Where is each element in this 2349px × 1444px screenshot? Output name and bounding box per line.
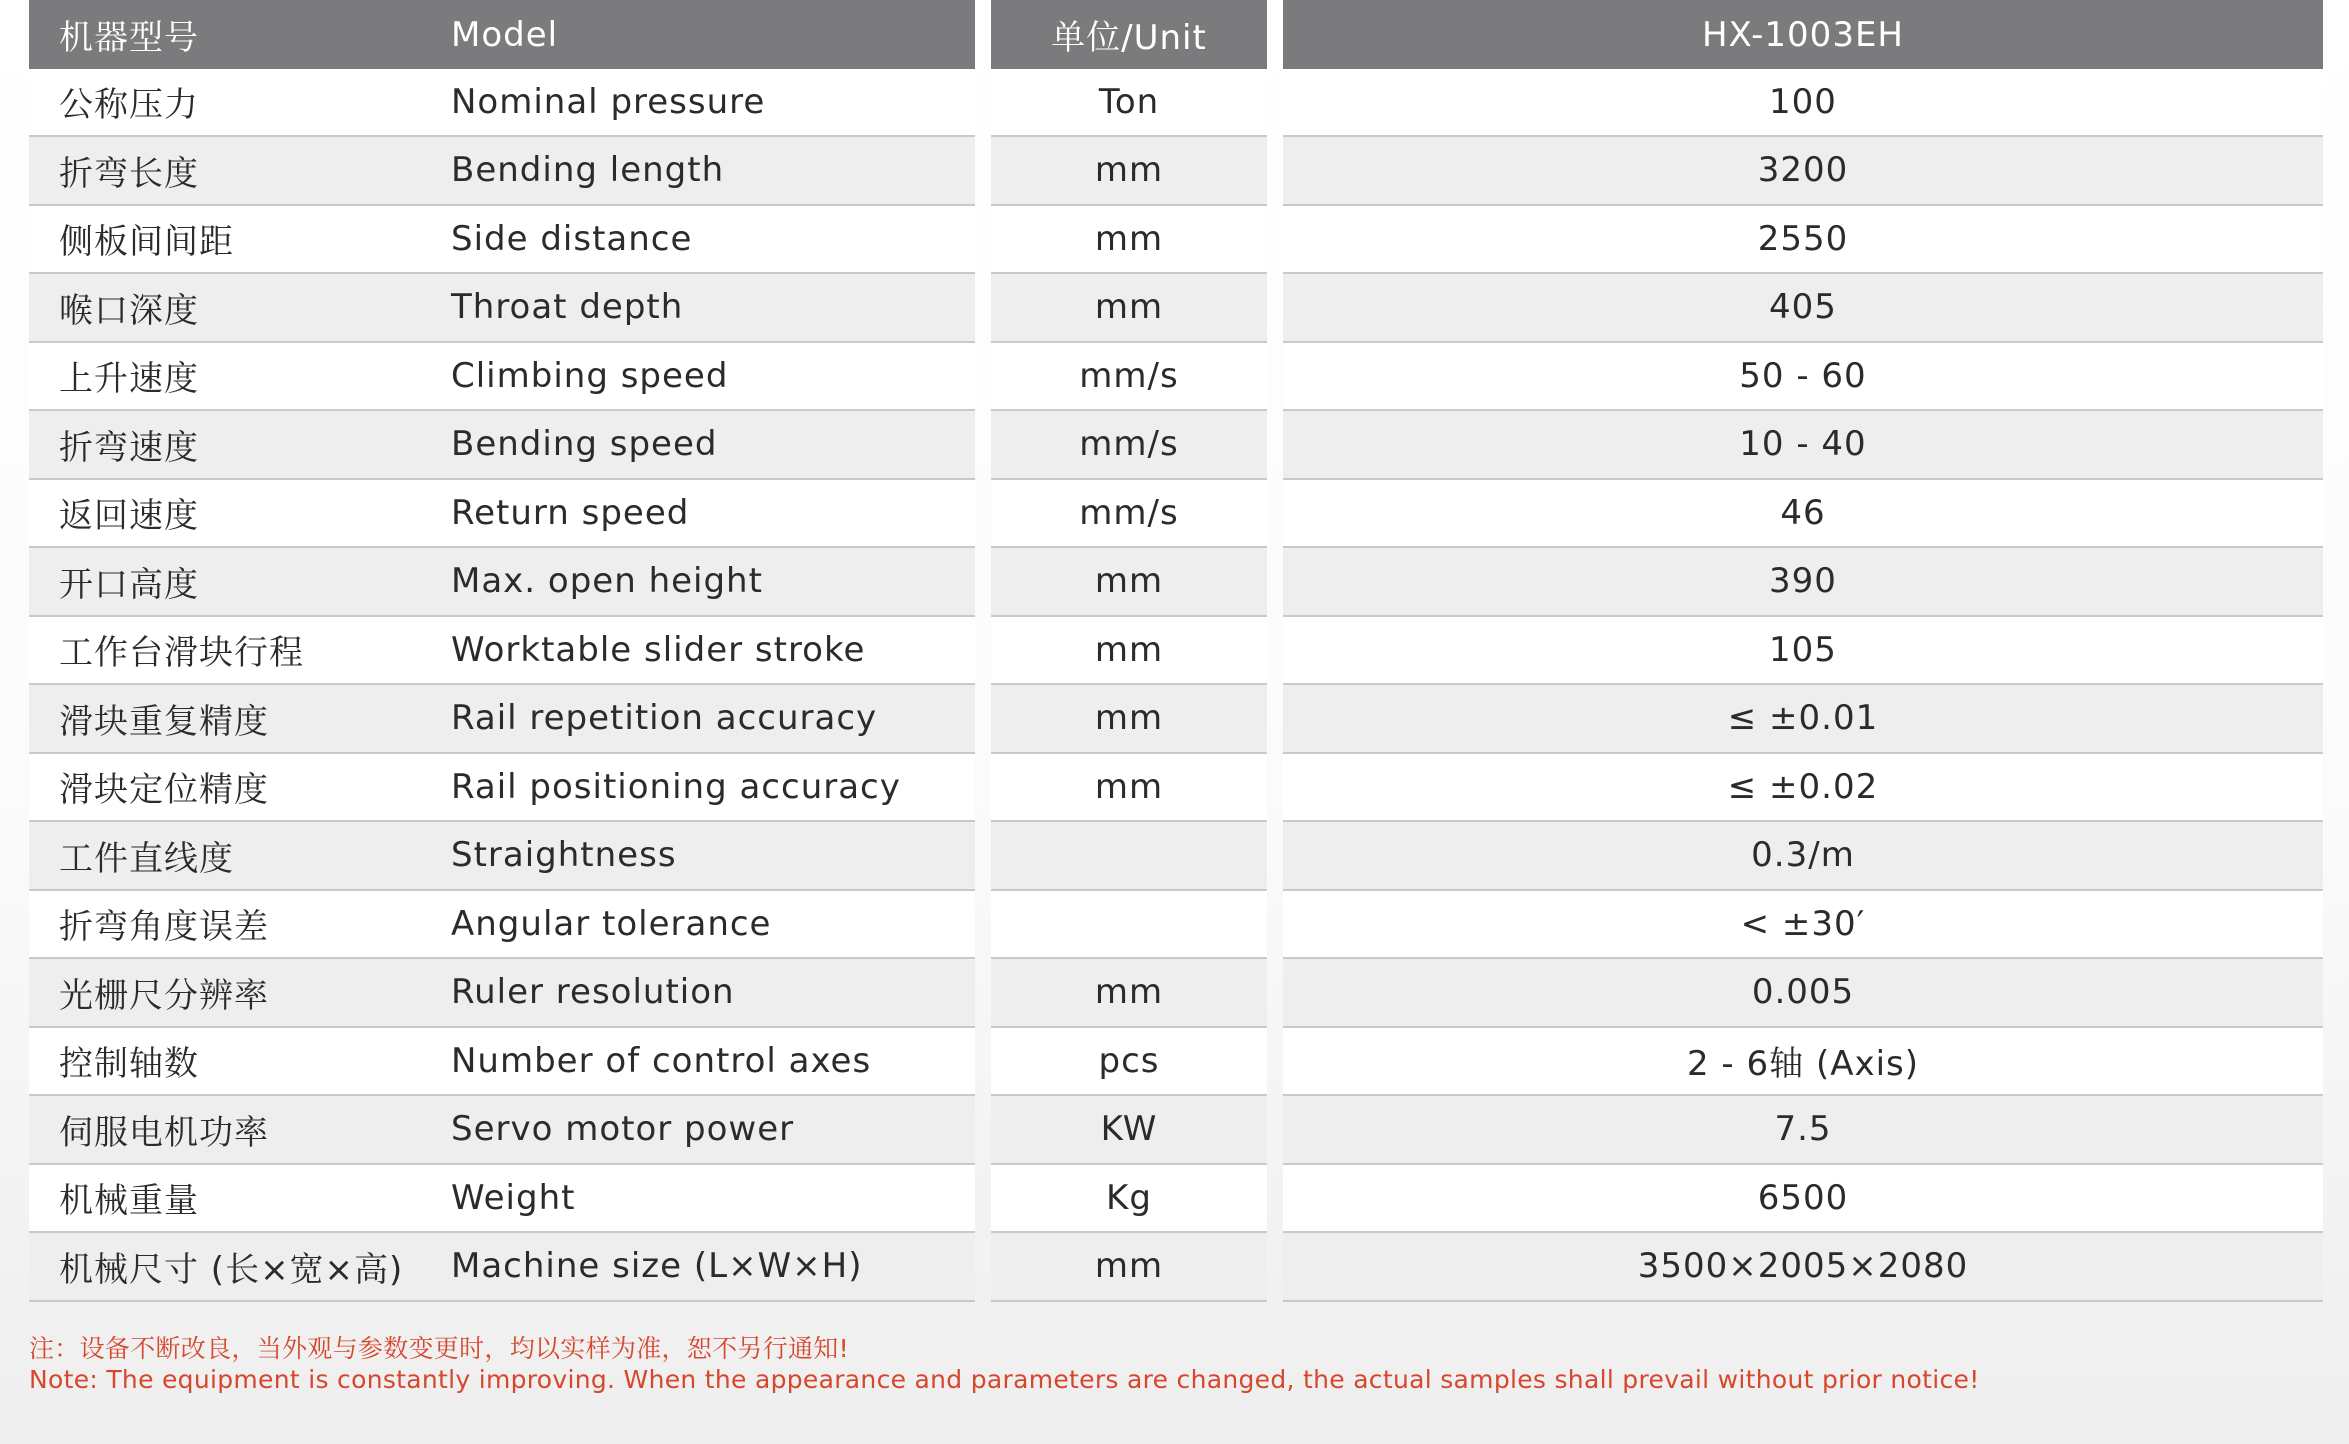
spec-name-en: Bending speed xyxy=(451,424,718,465)
table-body xyxy=(29,69,2322,1302)
spec-unit: mm/s xyxy=(991,480,1267,549)
note-en: Note: The equipment is constantly improving. When the appearance and parameters are changed, the actual samples shall prevail without prior notice! xyxy=(29,1365,1980,1394)
spec-name-en: Side distance xyxy=(451,218,693,259)
spec-unit: mm/s xyxy=(991,343,1267,412)
spec-name-zh: 机械重量 xyxy=(59,1181,199,1222)
spec-unit: Ton xyxy=(991,69,1267,138)
spec-unit: mm xyxy=(991,548,1267,617)
spec-name-en: Straightness xyxy=(451,835,677,876)
spec-name-en: Worktable slider stroke xyxy=(451,629,866,670)
spec-name-zh: 公称压力 xyxy=(59,85,199,126)
spec-value: 0.3/m xyxy=(1283,822,2323,891)
table-row xyxy=(29,1233,2322,1302)
spec-name-en: Ruler resolution xyxy=(451,972,735,1013)
header-model-value: HX-1003EH xyxy=(1283,0,2323,69)
table-row xyxy=(29,411,2322,480)
spec-name-zh: 折弯长度 xyxy=(59,153,199,194)
spec-name-cell xyxy=(29,685,975,754)
table-row xyxy=(29,1165,2322,1234)
table-row xyxy=(29,1096,2322,1165)
table-row xyxy=(29,685,2322,754)
table-row xyxy=(29,822,2322,891)
spec-value: 0.005 xyxy=(1283,959,2323,1028)
spec-name-en: Climbing speed xyxy=(451,355,729,396)
spec-unit: KW xyxy=(991,1096,1267,1165)
table-row xyxy=(29,274,2322,343)
spec-name-cell xyxy=(29,343,975,412)
spec-name-en: Nominal pressure xyxy=(451,81,766,122)
table-row xyxy=(29,480,2322,549)
spec-value: 3500×2005×2080 xyxy=(1283,1233,2323,1302)
spec-table xyxy=(29,0,2322,1302)
spec-name-zh: 侧板间间距 xyxy=(59,222,234,263)
header-model-cell xyxy=(29,0,975,69)
spec-value: 405 xyxy=(1283,274,2323,343)
spec-name-cell xyxy=(29,480,975,549)
spec-name-cell xyxy=(29,754,975,823)
spec-name-en: Machine size (L×W×H) xyxy=(451,1246,863,1287)
table-row xyxy=(29,959,2322,1028)
spec-unit xyxy=(991,891,1267,960)
spec-name-zh: 工件直线度 xyxy=(59,838,234,879)
spec-name-en: Rail repetition accuracy xyxy=(451,698,878,739)
spec-unit: mm xyxy=(991,274,1267,343)
note-zh: 注：设备不断改良，当外观与参数变更时，均以实样为准，恕不另行通知! xyxy=(29,1334,849,1363)
spec-name-cell xyxy=(29,1233,975,1302)
spec-name-zh: 伺服电机功率 xyxy=(59,1112,269,1153)
spec-name-zh: 折弯角度误差 xyxy=(59,907,269,948)
spec-name-cell xyxy=(29,548,975,617)
table-header xyxy=(29,0,2322,69)
table-row xyxy=(29,206,2322,275)
spec-value: 2550 xyxy=(1283,206,2323,275)
spec-name-en: Rail positioning accuracy xyxy=(451,766,901,807)
spec-name-en: Max. open height xyxy=(451,561,763,602)
spec-name-en: Throat depth xyxy=(451,287,684,328)
spec-name-en: Servo motor power xyxy=(451,1109,795,1150)
table-row xyxy=(29,891,2322,960)
table-row xyxy=(29,1028,2322,1097)
spec-name-cell xyxy=(29,959,975,1028)
spec-name-zh: 滑块定位精度 xyxy=(59,770,269,811)
spec-name-en: Angular tolerance xyxy=(451,903,772,944)
header-unit: 单位/Unit xyxy=(991,0,1267,69)
header-model-zh: 机器型号 xyxy=(59,18,199,58)
spec-name-cell xyxy=(29,274,975,343)
disclaimer-note xyxy=(29,1333,1980,1395)
spec-unit: Kg xyxy=(991,1165,1267,1234)
spec-unit: mm xyxy=(991,685,1267,754)
spec-unit: mm xyxy=(991,206,1267,275)
spec-name-zh: 上升速度 xyxy=(59,359,199,400)
spec-name-cell xyxy=(29,206,975,275)
table-row xyxy=(29,754,2322,823)
spec-name-en: Bending length xyxy=(451,150,725,191)
spec-unit: pcs xyxy=(991,1028,1267,1097)
spec-name-zh: 光栅尺分辨率 xyxy=(59,975,269,1016)
spec-name-cell xyxy=(29,891,975,960)
spec-unit xyxy=(991,822,1267,891)
spec-name-zh: 机械尺寸 (长×宽×高) xyxy=(59,1249,404,1290)
table-row xyxy=(29,617,2322,686)
spec-unit: mm xyxy=(991,1233,1267,1302)
spec-name-zh: 控制轴数 xyxy=(59,1044,199,1085)
spec-value: 390 xyxy=(1283,548,2323,617)
spec-name-en: Number of control axes xyxy=(451,1040,872,1081)
spec-unit: mm xyxy=(991,617,1267,686)
spec-value: 50 - 60 xyxy=(1283,343,2323,412)
spec-value: 46 xyxy=(1283,480,2323,549)
spec-name-cell xyxy=(29,411,975,480)
spec-value: 2 - 6轴 (Axis) xyxy=(1283,1028,2323,1097)
spec-value: < ±30′ xyxy=(1283,891,2323,960)
table-row xyxy=(29,548,2322,617)
spec-unit: mm xyxy=(991,959,1267,1028)
table-row xyxy=(29,69,2322,138)
spec-value: ≤ ±0.01 xyxy=(1283,685,2323,754)
spec-name-cell xyxy=(29,617,975,686)
spec-name-cell xyxy=(29,137,975,206)
spec-name-en: Return speed xyxy=(451,492,690,533)
table-row xyxy=(29,343,2322,412)
spec-value: 100 xyxy=(1283,69,2323,138)
spec-unit: mm/s xyxy=(991,411,1267,480)
spec-name-zh: 返回速度 xyxy=(59,496,199,537)
spec-value: ≤ ±0.02 xyxy=(1283,754,2323,823)
header-model-en: Model xyxy=(451,14,559,55)
spec-name-zh: 滑块重复精度 xyxy=(59,701,269,742)
spec-name-cell xyxy=(29,822,975,891)
spec-unit: mm xyxy=(991,754,1267,823)
spec-name-cell xyxy=(29,1165,975,1234)
spec-value: 6500 xyxy=(1283,1165,2323,1234)
spec-name-zh: 喉口深度 xyxy=(59,290,199,331)
spec-name-zh: 折弯速度 xyxy=(59,427,199,468)
spec-name-en: Weight xyxy=(451,1177,576,1218)
spec-name-cell xyxy=(29,69,975,138)
spec-value: 105 xyxy=(1283,617,2323,686)
spec-value: 10 - 40 xyxy=(1283,411,2323,480)
table-row xyxy=(29,137,2322,206)
spec-value: 3200 xyxy=(1283,137,2323,206)
spec-name-cell xyxy=(29,1028,975,1097)
spec-value: 7.5 xyxy=(1283,1096,2323,1165)
spec-name-cell xyxy=(29,1096,975,1165)
spec-unit: mm xyxy=(991,137,1267,206)
spec-name-zh: 工作台滑块行程 xyxy=(59,633,304,674)
spec-name-zh: 开口高度 xyxy=(59,564,199,605)
